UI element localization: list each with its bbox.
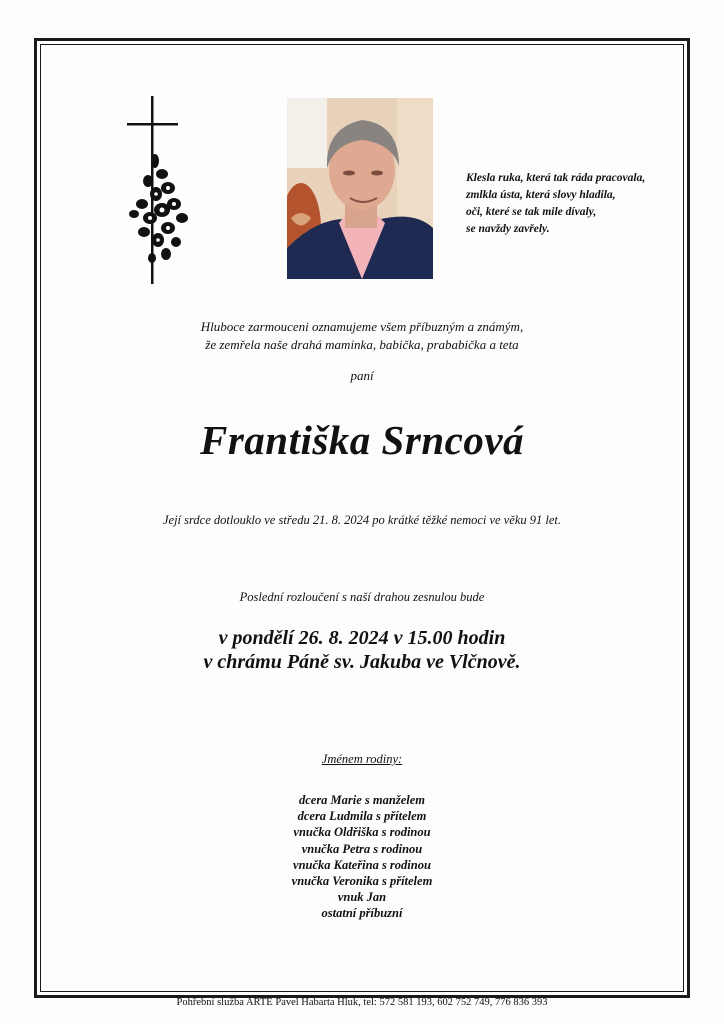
footer-funeral-service: Pohřební služba ARTE Pavel Habarta Hluk, tel: 572 581 193, 602 752 749, 776 836 393 [176, 997, 548, 1008]
family-heading [40, 752, 684, 767]
poem-line: Klesla ruka, která tak ráda pracovala, [466, 172, 646, 184]
poem-line: se navždy zavřely. [466, 223, 550, 235]
family-member: vnučka Petra s rodinou [301, 841, 423, 856]
poem-line: zmlkla ústa, která slovy hladila, [466, 189, 616, 201]
death-notice: Její srdce dotlouklo ve středu 21. 8. 2024 po krátké těžké nemoci ve věku 91 let. [162, 513, 561, 527]
salutation: paní [350, 368, 374, 383]
family-member: vnučka Oldřiška s rodinou [293, 825, 431, 840]
intro-text [40, 318, 684, 354]
family-member: vnuk Jan [337, 890, 387, 905]
ceremony-place: v chrámu Páně sv. Jakuba ve Vlčnově. [203, 651, 521, 673]
farewell-intro: Poslední rozloučení s naší drahou zesnulou bude [239, 590, 485, 604]
family-list [40, 792, 684, 922]
family-member: vnučka Veronika s přítelem [291, 874, 433, 889]
ceremony-date: v pondělí 26. 8. 2024 v 15.00 hodin [218, 627, 506, 649]
family-member: dcera Ludmila s přítelem [297, 809, 427, 824]
poem [466, 170, 706, 238]
deceased-name: Františka Srncová [199, 417, 525, 463]
portrait-photo [287, 98, 433, 279]
family-member: dcera Marie s manželem [298, 793, 426, 807]
family-member: ostatní příbuzní [321, 906, 403, 921]
poem-line: oči, které se tak mile dívaly, [466, 206, 597, 218]
family-member: vnučka Kateřina s rodinou [293, 857, 431, 872]
ceremony-details [40, 626, 684, 674]
intro-line: Hluboce zarmouceni oznamujeme všem příbuzným a známým, [200, 319, 524, 334]
family-heading-text: Jménem rodiny: [321, 752, 403, 766]
cross-with-flowers-icon [122, 96, 206, 286]
intro-line: že zemřela naše drahá maminka, babička, prababička a teta [205, 337, 519, 352]
